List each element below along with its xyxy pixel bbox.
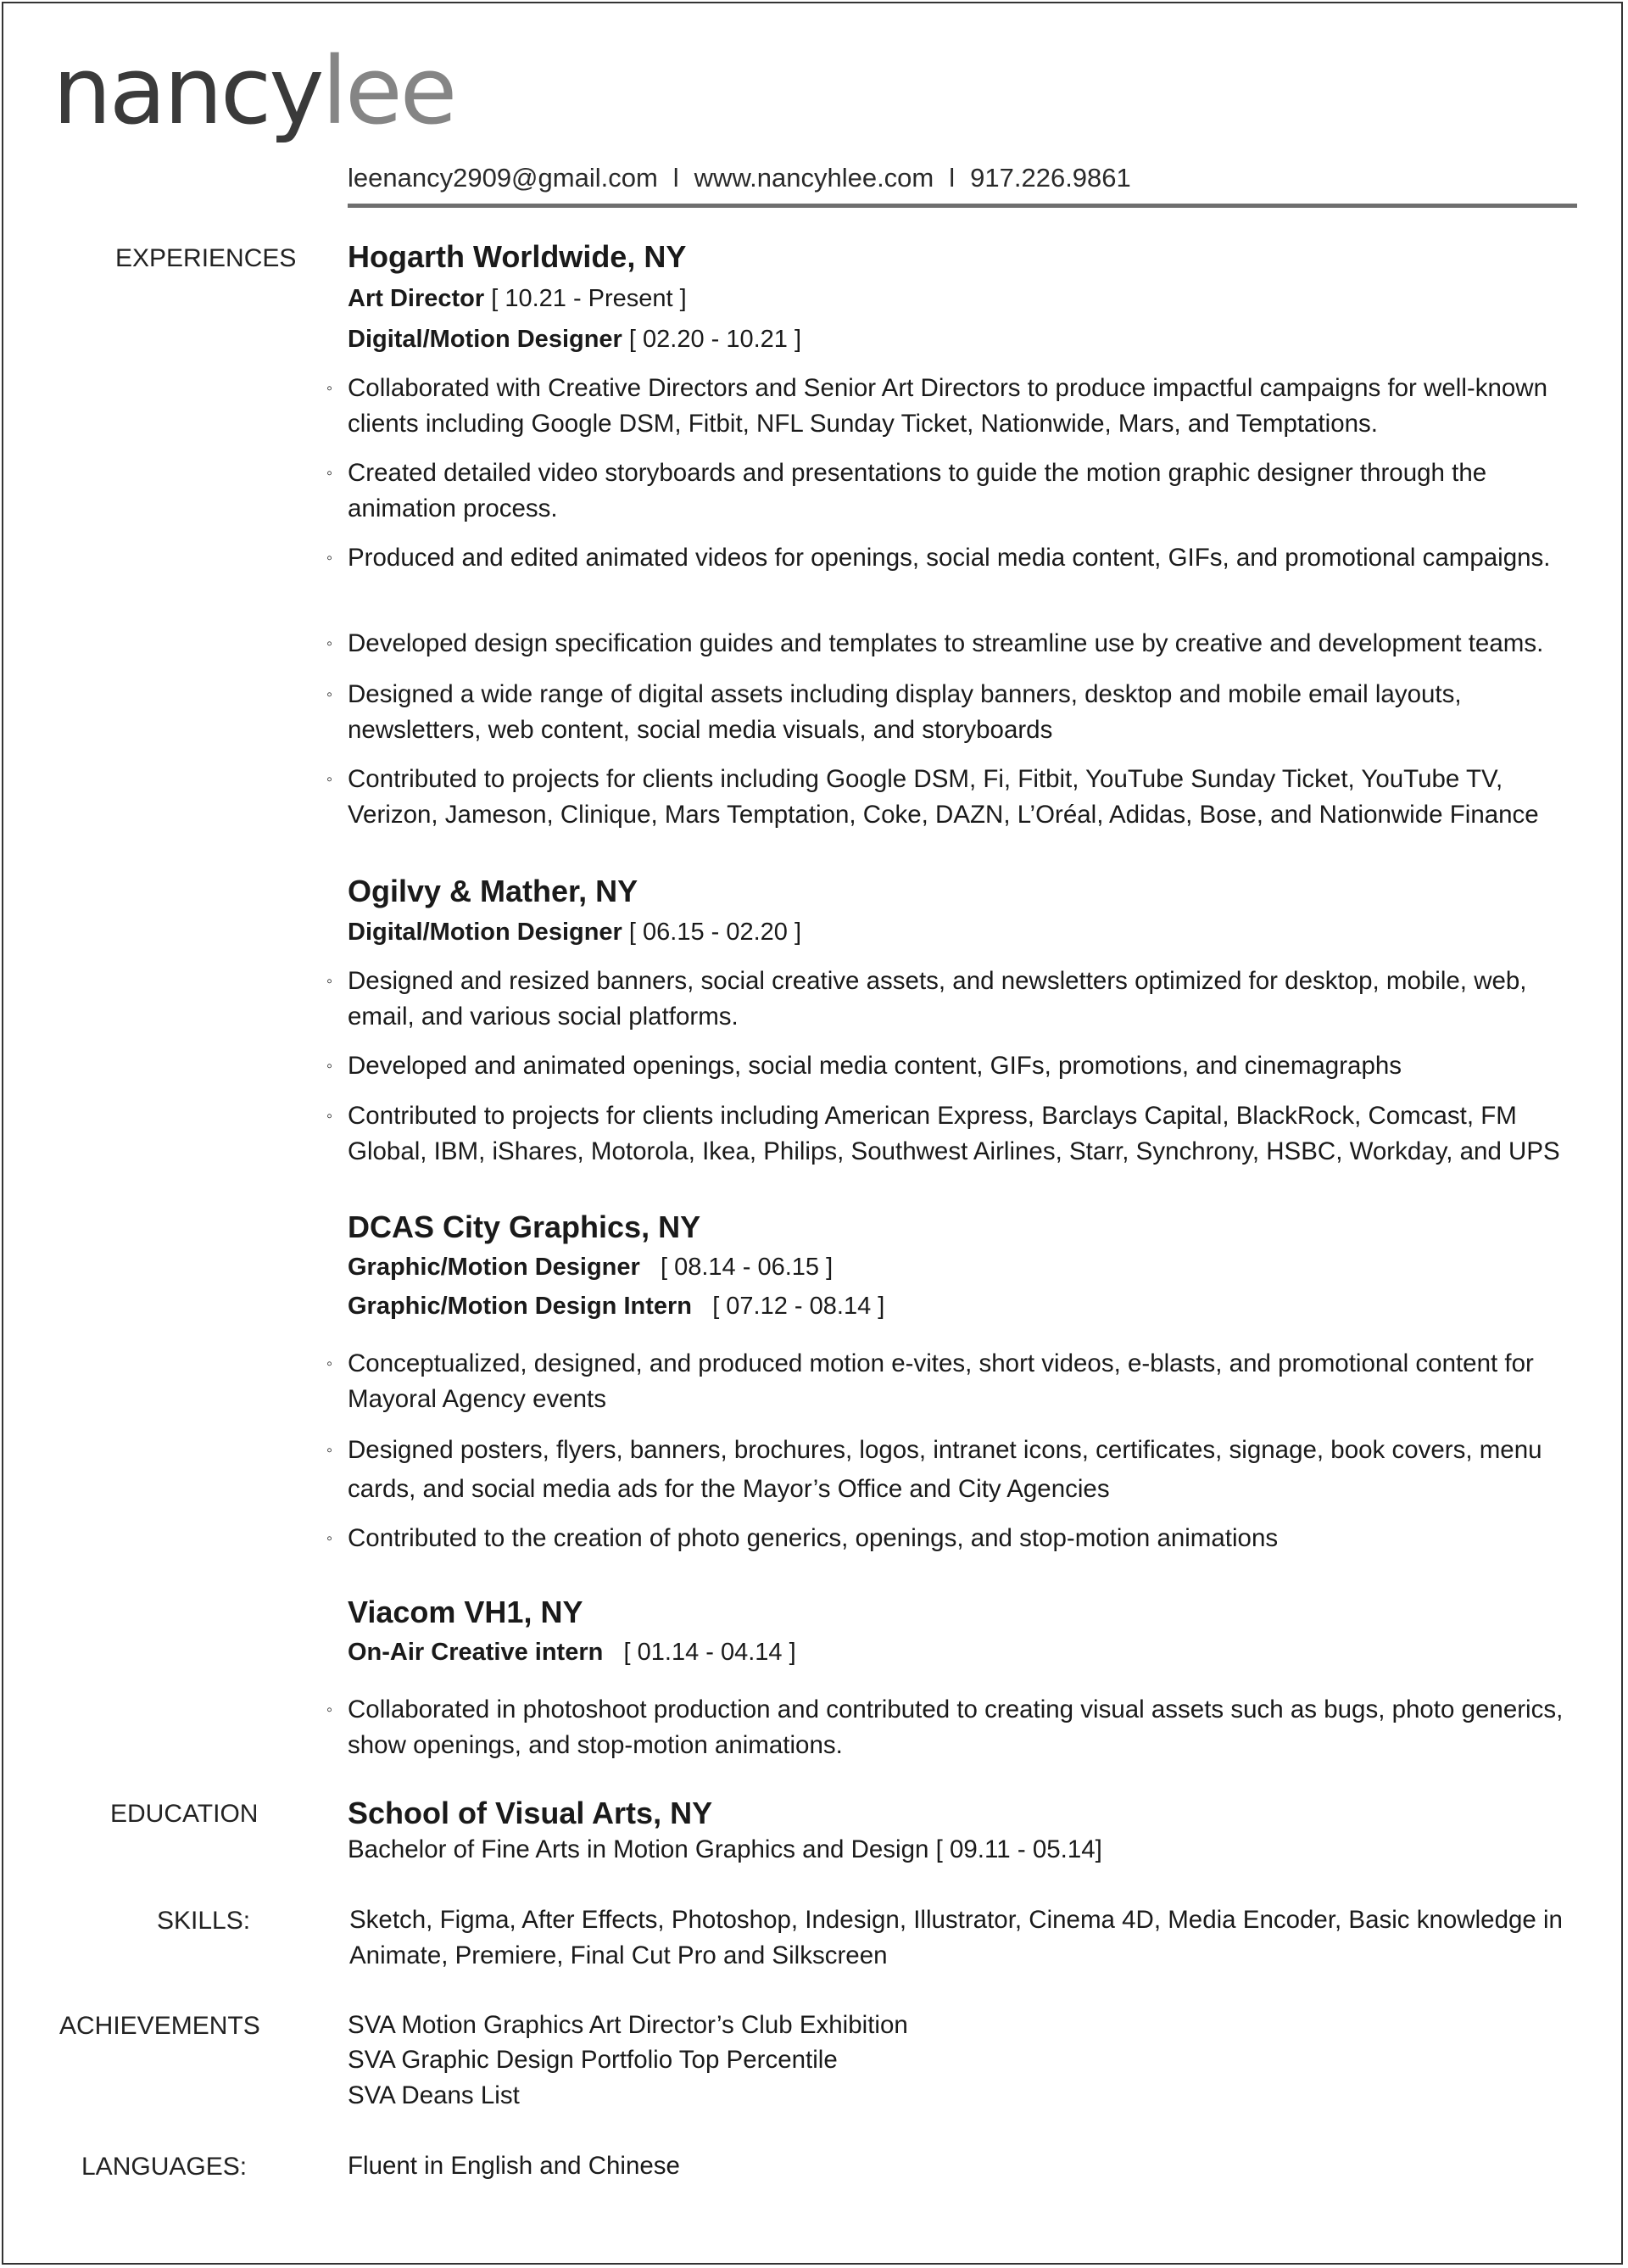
bullet-item <box>326 1431 1581 1509</box>
company-name: DCAS City Graphics, NY <box>348 1209 701 1244</box>
bullet-icon: ◦ <box>326 1529 333 1548</box>
bullet-item <box>326 626 1581 662</box>
role-dates: [ 10.21 - Present ] <box>491 285 687 312</box>
achievements-label: ACHIEVEMENTS <box>59 2012 260 2040</box>
bullet-item <box>326 455 1581 527</box>
company-name: Ogilvy & Mather, NY <box>348 874 638 908</box>
role-line <box>348 285 687 313</box>
skills-text: Sketch, Figma, After Effects, Photoshop, Indesign, Illustrator, Cinema 4D, Media Encoder, Basic knowledge in Animate, Premiere, Final Cut Pro and Silkscreen <box>349 1906 1563 1969</box>
bullet-item <box>326 1521 1581 1556</box>
role-title: Graphic/Motion Designer <box>348 1254 640 1281</box>
role-dates: [ 07.12 - 08.14 ] <box>712 1293 885 1320</box>
bullet-text: Contributed to projects for clients including Google DSM, Fi, Fitbit, YouTube Sunday Ticket, YouTube TV, Verizon, Jameson, Clinique, Mars Temptation, Coke, DAZN, L’Oréal, Adidas, Bose, and Nationwide Finance <box>348 765 1539 829</box>
website[interactable]: www.nancyhlee.com <box>694 163 934 193</box>
bullet-item <box>326 1346 1581 1417</box>
role-title: Digital/Motion Designer <box>348 326 622 353</box>
contact-separator: l <box>949 163 956 193</box>
achievement-item: SVA Motion Graphics Art Director’s Club Exhibition <box>348 2011 908 2039</box>
first-name: nancy <box>53 36 322 145</box>
bullet-icon: ◦ <box>326 634 333 653</box>
bullet-item <box>326 371 1581 442</box>
bullet-icon: ◦ <box>326 1057 333 1075</box>
role-line <box>348 919 801 947</box>
bullet-icon: ◦ <box>326 1107 333 1126</box>
bullet-icon: ◦ <box>326 1441 333 1460</box>
bullet-text: Contributed to projects for clients including American Express, Barclays Capital, BlackRock, Comcast, FM Global, IBM, iShares, Motorola, Ikea, Philips, Southwest Airlines, Starr, Synchrony, HSBC, Workday, and UPS <box>348 1102 1560 1165</box>
education-label: EDUCATION <box>110 1800 259 1828</box>
bullet-text: Created detailed video storyboards and presentations to guide the motion graphic designer through the animation process. <box>348 459 1487 522</box>
bullet-icon: ◦ <box>326 379 333 398</box>
bullet-text: Collaborated with Creative Directors and Senior Art Directors to produce impactful campaigns for well-known clients including Google DSM, Fitbit, NFL Sunday Ticket, Nationwide, Mars, and Temptations. <box>348 374 1547 438</box>
achievement-item: SVA Graphic Design Portfolio Top Percentile <box>348 2046 838 2074</box>
contact-separator: l <box>672 163 679 193</box>
bullet-text: Conceptualized, designed, and produced motion e-vites, short videos, e-blasts, and promotional content for Mayoral Agency events <box>348 1349 1534 1413</box>
bullet-item <box>326 762 1581 833</box>
bullet-item <box>326 964 1581 1035</box>
bullet-icon: ◦ <box>326 1355 333 1373</box>
role-title: Graphic/Motion Design Intern <box>348 1293 693 1320</box>
bullet-icon: ◦ <box>326 464 333 483</box>
bullet-icon: ◦ <box>326 770 333 789</box>
role-dates: [ 06.15 - 02.20 ] <box>628 919 802 946</box>
phone[interactable]: 917.226.9861 <box>970 163 1131 193</box>
bullet-text: Produced and edited animated videos for openings, social media content, GIFs, and promotional campaigns. <box>348 544 1551 572</box>
company-name: Hogarth Worldwide, NY <box>348 239 687 274</box>
role-title: On-Air Creative intern <box>348 1639 604 1666</box>
bullet-item <box>326 677 1581 748</box>
bullet-item <box>326 540 1581 576</box>
languages-text: Fluent in English and Chinese <box>348 2152 680 2180</box>
bullet-item <box>326 1048 1581 1084</box>
role-title: Digital/Motion Designer <box>348 919 622 946</box>
role-dates: [ 08.14 - 06.15 ] <box>661 1254 834 1281</box>
school-name: School of Visual Arts, NY <box>348 1796 713 1830</box>
degree: Bachelor of Fine Arts in Motion Graphics and Design [ 09.11 - 05.14] <box>348 1835 1102 1863</box>
bullet-text: Designed posters, flyers, banners, brochures, logos, intranet icons, certificates, signage, book covers, menu cards, and social media ads for the Mayor’s Office and City Agencies <box>348 1436 1542 1503</box>
bullet-icon: ◦ <box>326 685 333 704</box>
bullet-text: Developed and animated openings, social media content, GIFs, promotions, and cinemagraphs <box>348 1052 1402 1080</box>
bullet-icon: ◦ <box>326 972 333 991</box>
bullet-icon: ◦ <box>326 549 333 567</box>
role-line <box>348 1293 884 1321</box>
contact-line <box>348 163 1131 193</box>
bullet-item <box>326 1692 1581 1763</box>
role-line <box>348 1639 796 1667</box>
company-name: Viacom VH1, NY <box>348 1595 583 1629</box>
bullet-text: Designed a wide range of digital assets including display banners, desktop and mobile email layouts, newsletters, web content, social media visuals, and storyboards <box>348 680 1462 744</box>
header-rule <box>348 204 1577 208</box>
role-dates: [ 01.14 - 04.14 ] <box>623 1639 796 1666</box>
name-logo <box>53 36 455 145</box>
skills-label: SKILLS: <box>157 1907 251 1935</box>
bullet-text: Collaborated in photoshoot production and contributed to creating visual assets such as bugs, photo generics, show openings, and stop-motion animations. <box>348 1695 1564 1759</box>
role-dates: [ 02.20 - 10.21 ] <box>628 326 802 353</box>
bullet-text: Contributed to the creation of photo generics, openings, and stop-motion animations <box>348 1524 1279 1552</box>
achievement-item: SVA Deans List <box>348 2081 520 2109</box>
bullet-item <box>326 1098 1581 1170</box>
role-title: Art Director <box>348 285 485 312</box>
role-line <box>348 326 801 354</box>
experiences-label: EXPERIENCES <box>115 244 297 272</box>
last-name: lee <box>321 36 455 145</box>
bullet-icon: ◦ <box>326 1701 333 1719</box>
languages-label: LANGUAGES: <box>81 2153 248 2181</box>
email[interactable]: leenancy2909@gmail.com <box>348 163 658 193</box>
bullet-text: Developed design specification guides and templates to streamline use by creative and development teams. <box>348 629 1544 657</box>
bullet-text: Designed and resized banners, social creative assets, and newsletters optimized for desktop, mobile, web, email, and various social platforms. <box>348 967 1527 1031</box>
role-line <box>348 1254 833 1282</box>
